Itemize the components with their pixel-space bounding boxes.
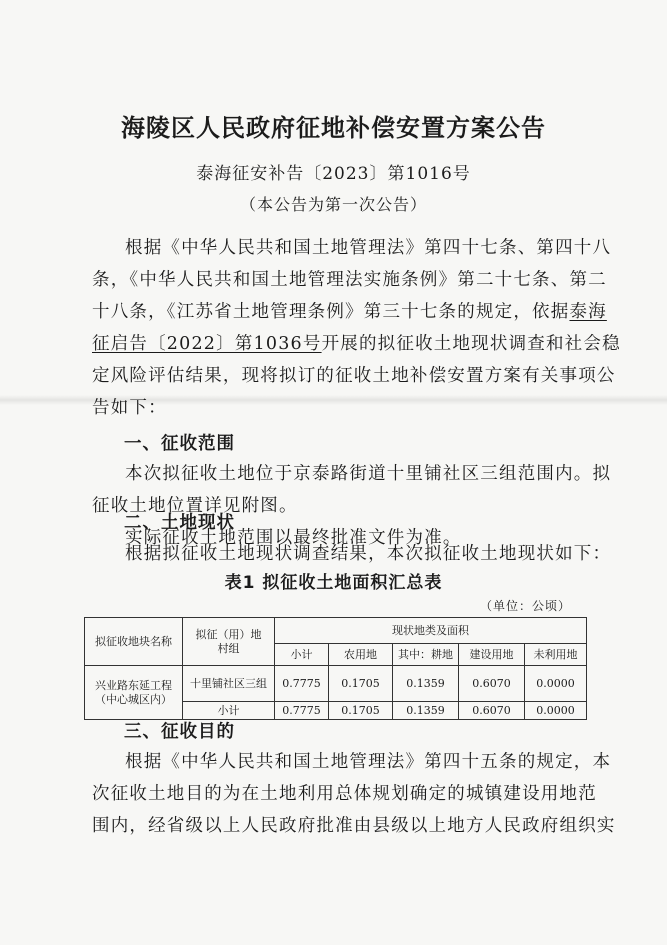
subheader-cultivated: 其中：耕地 (393, 644, 459, 666)
header-land-status: 现状地类及面积 (275, 618, 587, 644)
section-1-line-3: 实际征收土地范围以最终批准文件为准。 (125, 528, 462, 548)
section-3-line-2: 次征收土地目的为在土地利用总体规划确定的城镇建设用地范 (92, 784, 597, 804)
intro-line-4-text: 开展的拟征收土地现状调查和社会稳 (321, 334, 621, 354)
subheader-agricultural: 农用地 (329, 644, 393, 666)
row-2-agricultural: 0.1705 (329, 702, 393, 720)
intro-line-6: 告如下： (92, 398, 167, 418)
intro-line-3-text: 十八条，《江苏省土地管理条例》第三十七条的规定，依据 (92, 302, 570, 322)
row-2-unused: 0.0000 (525, 702, 587, 720)
row-2-cultivated: 0.1359 (393, 702, 459, 720)
section-1-line-1: 本次拟征收土地位于京泰路街道十里铺社区三组范围内。拟 (125, 464, 612, 484)
row-2-group: 小计 (183, 702, 275, 720)
subheader-construction: 建设用地 (459, 644, 525, 666)
section-3-line-3: 围内，经省级以上人民政府批准由县级以上地方人民政府组织实 (92, 816, 616, 836)
intro-line-3 (92, 298, 607, 323)
land-area-table (84, 617, 587, 720)
header-block-name: 拟征收地块名称 (85, 618, 183, 666)
row-1-construction: 0.6070 (459, 666, 525, 702)
section-2-line: 根据拟征收土地现状调查结果，本次拟征收土地现状如下： (125, 544, 612, 564)
intro-line-5: 定风险评估结果，现将拟订的征收土地补偿安置方案有关事项公 (92, 366, 616, 386)
intro-line-2: 条，《中华人民共和国土地管理法实施条例》第二十七条、第二 (92, 270, 607, 290)
row-2-construction: 0.6070 (459, 702, 525, 720)
row-1-unused: 0.0000 (525, 666, 587, 702)
row-1-group: 十里铺社区三组 (183, 666, 275, 702)
section-2-heading: 二、土地现状 (124, 513, 235, 533)
reference-link-part1: 泰海 (569, 302, 607, 322)
table-unit: （单位：公顷） (480, 599, 572, 613)
intro-line-4 (92, 330, 621, 355)
row-1-subtotal: 0.7775 (275, 666, 329, 702)
intro-line-1: 根据《中华人民共和国土地管理法》第四十七条、第四十八 (125, 238, 612, 258)
header-village-group: 拟征（用）地村组 (183, 618, 275, 666)
document-number: 泰海征安补告〔2023〕第1016号 (196, 164, 471, 184)
announcement-note: （本公告为第一次公告） (239, 195, 427, 214)
section-3-heading: 三、征收目的 (124, 722, 235, 742)
row-2-subtotal: 0.7775 (275, 702, 329, 720)
subheader-unused: 未利用地 (525, 644, 587, 666)
table-title: 表1 拟征收土地面积汇总表 (224, 573, 443, 593)
block-name-cell: 兴业路东延工程（中心城区内） (85, 666, 183, 720)
subheader-subtotal: 小计 (275, 644, 329, 666)
page-title: 海陵区人民政府征地补偿安置方案公告 (121, 114, 546, 142)
row-1-agricultural: 0.1705 (329, 666, 393, 702)
row-1-cultivated: 0.1359 (393, 666, 459, 702)
section-1-heading: 一、征收范围 (124, 434, 235, 454)
reference-link-part2: 征启告〔2022〕第1036号 (92, 334, 322, 354)
section-3-line-1: 根据《中华人民共和国土地管理法》第四十五条的规定，本 (125, 752, 612, 772)
section-1-line-2: 征收土地位置详见附图。 (92, 496, 298, 516)
